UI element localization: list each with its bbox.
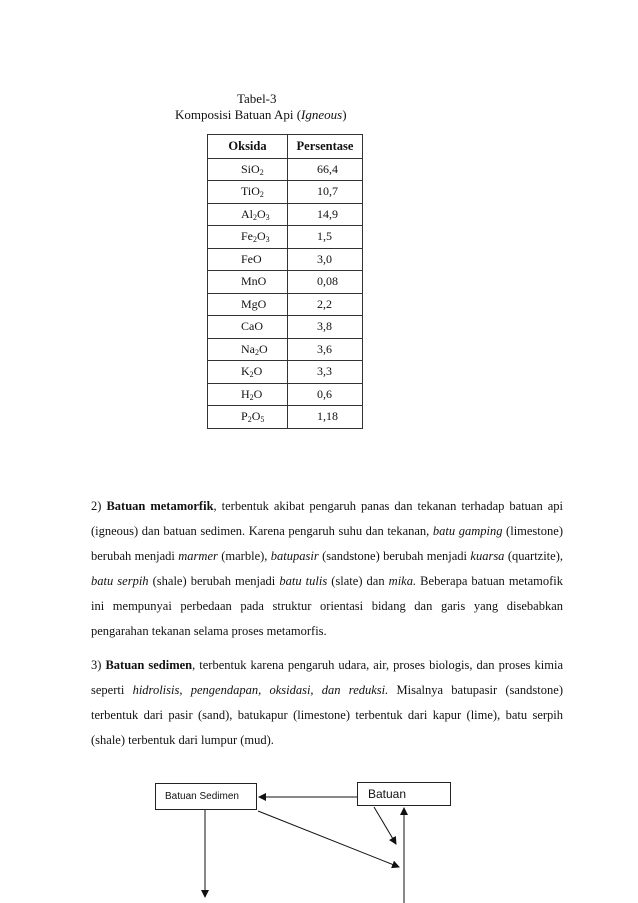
oksida-element: O [257, 206, 266, 221]
oksida-subscript: 2 [253, 235, 257, 245]
oksida-subscript: 3 [265, 235, 270, 245]
arrow-batuan-diagonal [374, 807, 396, 844]
paragraph-text: Beberapa batuan metamofik ini mempunyai perbedaan pada struktur orientasi bidang dan garis yang disebabkan pengarahan tekanan selama proses metamorfis. [91, 574, 563, 638]
cell-persentase: 0,6 [288, 383, 363, 406]
oksida-element: MgO [241, 296, 267, 311]
oksida-subscript: 2 [255, 347, 259, 357]
oksida-subscript: 2 [259, 167, 264, 177]
caption-italic: Igneous [301, 107, 343, 122]
oksida-element: H [241, 386, 250, 401]
cell-persentase: 3,8 [288, 316, 363, 339]
cell-persentase: 66,4 [288, 158, 363, 181]
cell-persentase: 14,9 [288, 203, 363, 226]
oksida-subscript: 2 [249, 392, 254, 402]
table-caption-number: Tabel-3 [237, 91, 277, 106]
paragraph-text: (limestone) berubah menjadi [91, 524, 563, 563]
oksida-subscript: 2 [249, 370, 254, 380]
cell-persentase: 2,2 [288, 293, 363, 316]
oksida-element: O [253, 386, 263, 401]
italic-term: mika. [388, 574, 417, 588]
oksida-element: Fe [241, 229, 253, 244]
header-persentase: Persentase [288, 135, 363, 159]
italic-term: batu gamping [432, 524, 503, 538]
oksida-element: Na [241, 341, 255, 356]
paragraph-text: Misalnya batupasir (sandstone) terbentuk dari pasir (sand), batukapur (limestone) terbentuk dari kapur (lime), batu serpih (shale) terbentuk dari lumpur (mud). [91, 683, 563, 747]
oksida-element: P [241, 409, 248, 424]
bold-term: Batuan metamorfik [106, 499, 214, 513]
cell-persentase: 10,7 [288, 181, 363, 204]
oksida-subscript: 3 [265, 212, 270, 222]
caption-suffix: ) [342, 107, 347, 122]
italic-term: marmer [178, 549, 218, 563]
oksida-element: Si [241, 161, 252, 176]
paragraph-text: , terbentuk karena pengaruh udara, air, proses biologis, dan proses kimia seperti [91, 658, 563, 697]
oksida-element: MnO [241, 274, 267, 289]
paragraph-text: 3) [91, 658, 106, 672]
paragraph-text: , terbentuk akibat pengaruh panas dan tekanan terhadap batuan api (igneous) dan batuan sedimen. Karena pengaruh suhu dan tekanan, [91, 499, 563, 538]
italic-term: kuarsa [470, 549, 505, 563]
diagram-box-sedimen: Batuan Sedimen [155, 783, 257, 810]
header-oksida: Oksida [208, 135, 288, 159]
paragraph-text: (shale) berubah menjadi [148, 574, 280, 588]
oksida-element: O [251, 409, 261, 424]
paragraph-text: (sandstone) berubah menjadi [318, 549, 471, 563]
oksida-element: O [257, 229, 266, 244]
cell-persentase: 1,5 [288, 226, 363, 249]
oksida-element: O [253, 364, 263, 379]
oksida-element: O [251, 161, 260, 176]
paragraph-text: (quartzite), [504, 549, 563, 563]
cell-persentase: 1,18 [288, 406, 363, 429]
paragraph-text: (marble), [217, 549, 271, 563]
cell-persentase: 3,0 [288, 248, 363, 271]
bold-term: Batuan sedimen [105, 658, 193, 672]
oksida-element: O [251, 184, 260, 199]
cell-persentase: 3,3 [288, 361, 363, 384]
cell-persentase: 3,6 [288, 338, 363, 361]
oksida-element: K [241, 364, 250, 379]
oksida-element: CaO [241, 319, 263, 334]
cell-persentase: 0,08 [288, 271, 363, 294]
oksida-element: Al [241, 206, 253, 221]
oksida-element: O [259, 341, 268, 356]
italic-term: batupasir [270, 549, 319, 563]
oksida-element: Ti [241, 184, 252, 199]
italic-term: hidrolisis, pengendapan, oksidasi, dan reduksi. [132, 683, 389, 697]
paragraph-text: (slate) dan [327, 574, 389, 588]
oksida-subscript: 2 [253, 212, 257, 222]
oksida-element: FeO [241, 251, 262, 266]
diagram-box-batuan: Batuan [357, 782, 451, 806]
oksida-subscript: 2 [259, 190, 264, 200]
italic-term: batu serpih [91, 574, 149, 588]
arrow-sedimen-diagonal [258, 811, 399, 867]
paragraph-text: 2) [91, 499, 107, 513]
italic-term: batu tulis [279, 574, 328, 588]
oksida-subscript: 5 [260, 415, 265, 425]
caption-prefix: Komposisi Batuan Api ( [175, 107, 302, 122]
oksida-subscript: 2 [247, 415, 252, 425]
